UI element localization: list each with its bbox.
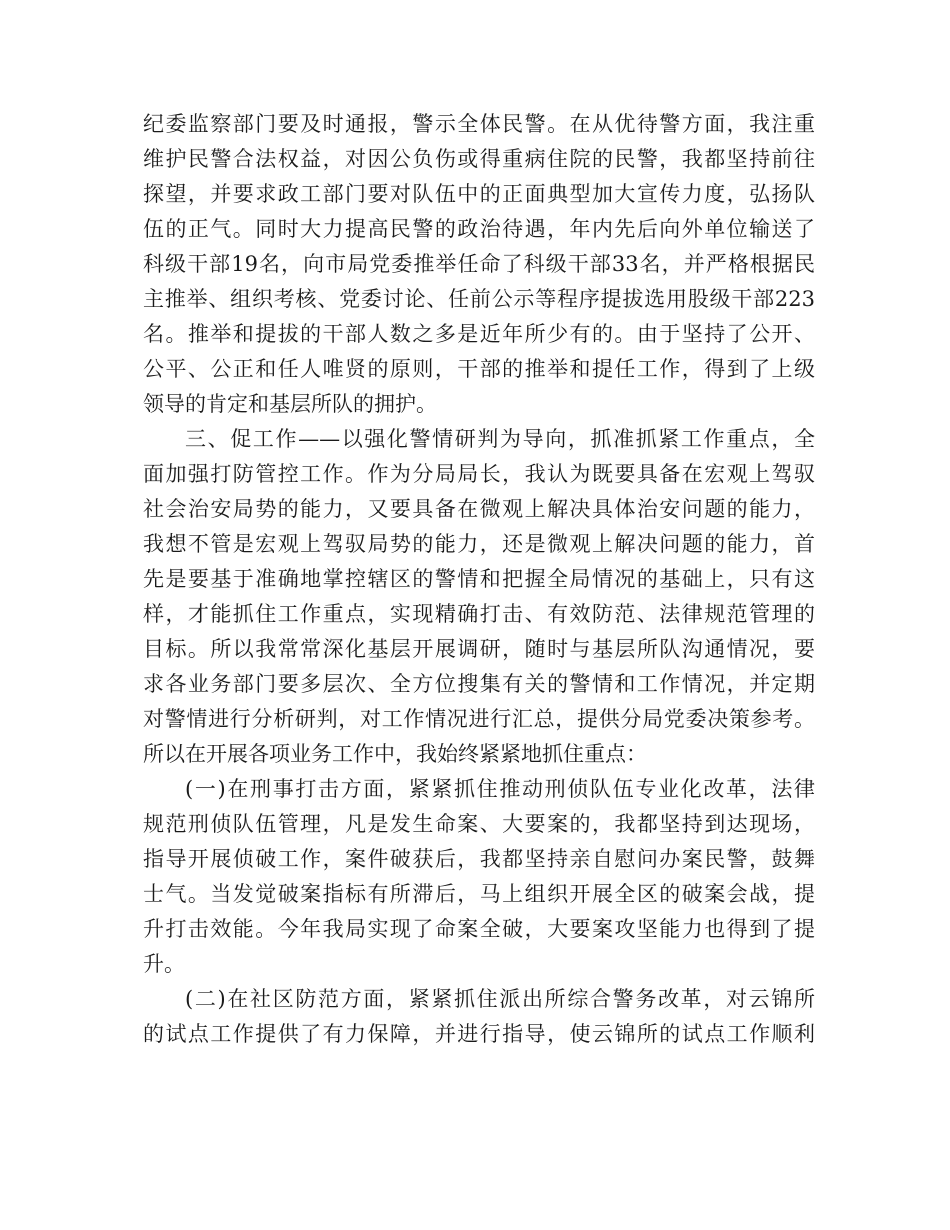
text-line: (二)在社区防范方面，紧紧抓住派出所综合警务改革，对云锦所 — [185, 987, 815, 1011]
text-line: 升。 — [143, 952, 185, 976]
text-line: 伍的正气。同时大力提高民警的政治待遇，年内先后向外单位输送了 — [143, 217, 815, 241]
text-line: 名。推举和提拔的干部人数之多是近年所少有的。由于坚持了公开、 — [143, 322, 815, 346]
text-line: 面加强打防管控工作。作为分局局长，我认为既要具备在宏观上驾驭 — [143, 462, 815, 486]
text-line: 纪委监察部门要及时通报，警示全体民警。在从优待警方面，我注重 — [143, 112, 815, 136]
text-line: 指导开展侦破工作，案件破获后，我都坚持亲自慰问办案民警，鼓舞 — [143, 847, 815, 871]
text-line: 对警情进行分析研判，对工作情况进行汇总，提供分局党委决策参考。 — [143, 707, 815, 731]
paragraph — [143, 772, 815, 982]
text-line: 所以在开展各项业务工作中，我始终紧紧地抓住重点： — [143, 742, 647, 766]
text-line: 三、促工作——以强化警情研判为导向，抓准抓紧工作重点，全 — [185, 427, 815, 451]
paragraph — [143, 107, 815, 422]
text-line: 主推举、组织考核、党委讨论、任前公示等程序提拔选用股级干部223 — [143, 287, 815, 311]
text-line: 的试点工作提供了有力保障，并进行指导，使云锦所的试点工作顺利 — [143, 1022, 815, 1046]
text-line: 目标。所以我常常深化基层开展调研，随时与基层所队沟通情况，要 — [143, 637, 815, 661]
document-body — [143, 107, 815, 1052]
text-line: 求各业务部门要多层次、全方位搜集有关的警情和工作情况，并定期 — [143, 672, 815, 696]
text-line: 科级干部19名，向市局党委推举任命了科级干部33名，并严格根据民 — [143, 252, 815, 276]
paragraph — [143, 982, 815, 1052]
text-line: 规范刑侦队伍管理，凡是发生命案、大要案的，我都坚持到达现场， — [143, 812, 815, 836]
text-line: 维护民警合法权益，对因公负伤或得重病住院的民警，我都坚持前往 — [143, 147, 815, 171]
text-line: 社会治安局势的能力，又要具备在微观上解决具体治安问题的能力， — [143, 497, 815, 521]
text-line: 我想不管是宏观上驾驭局势的能力，还是微观上解决问题的能力，首 — [143, 532, 815, 556]
text-line: 样，才能抓住工作重点，实现精确打击、有效防范、法律规范管理的 — [143, 602, 815, 626]
text-line: 领导的肯定和基层所队的拥护。 — [143, 392, 437, 416]
text-line: 士气。当发觉破案指标有所滞后，马上组织开展全区的破案会战，提 — [143, 882, 815, 906]
text-line: 公平、公正和任人唯贤的原则，干部的推举和提任工作，得到了上级 — [143, 357, 815, 381]
text-line: 探望，并要求政工部门要对队伍中的正面典型加大宣传力度，弘扬队 — [143, 182, 815, 206]
text-line: 先是要基于准确地掌控辖区的警情和把握全局情况的基础上，只有这 — [143, 567, 815, 591]
text-line: (一)在刑事打击方面，紧紧抓住推动刑侦队伍专业化改革，法律 — [185, 777, 815, 801]
text-line: 升打击效能。今年我局实现了命案全破，大要案攻坚能力也得到了提 — [143, 917, 815, 941]
paragraph — [143, 422, 815, 772]
